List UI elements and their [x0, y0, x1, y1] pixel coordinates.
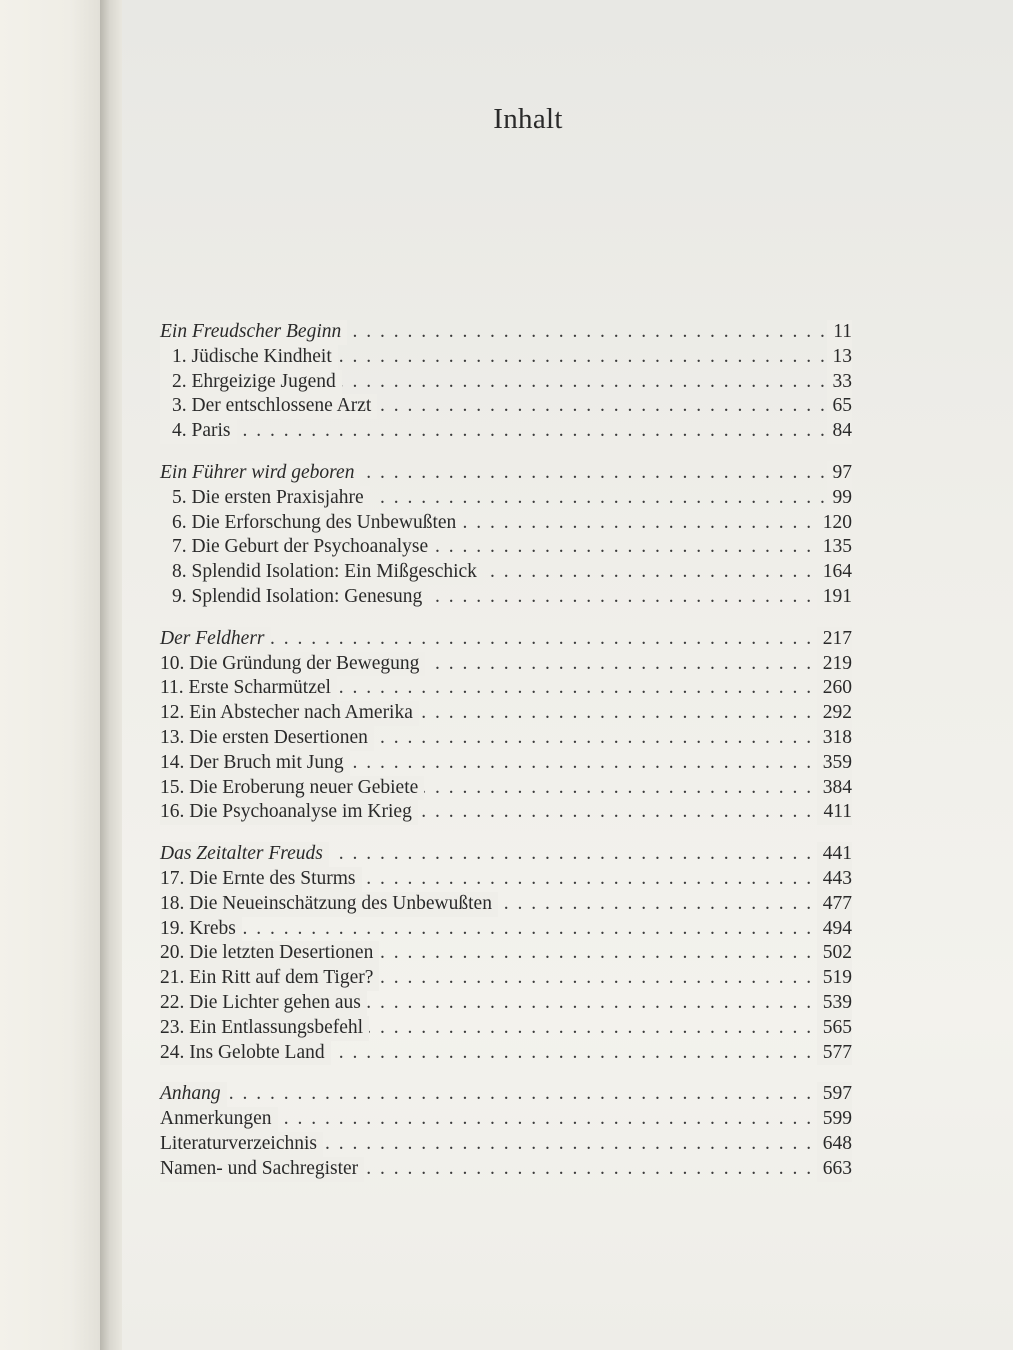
entry-title: 12. Ein Abstecher nach Amerika	[160, 701, 419, 726]
entry-title: 8. Splendid Isolation: Ein Mißgeschick	[160, 560, 483, 585]
page-number: 599	[817, 1107, 852, 1132]
page-number: 539	[817, 991, 852, 1016]
entry-title: 24. Ins Gelobte Land	[160, 1041, 331, 1066]
part-title: Ein Führer wird geboren	[160, 461, 360, 486]
toc-appendix-entry	[160, 1132, 852, 1157]
toc-chapter-entry	[160, 991, 852, 1016]
book-gutter	[100, 0, 122, 1350]
page-number: 359	[817, 751, 852, 776]
toc-chapter-entry	[160, 419, 852, 444]
toc-chapter-entry	[160, 560, 852, 585]
page-number: 164	[817, 560, 852, 585]
toc-chapter-entry	[160, 345, 852, 370]
toc-chapter-entry	[160, 867, 852, 892]
toc-chapter-entry	[160, 486, 852, 511]
entry-title: 22. Die Lichter gehen aus	[160, 991, 367, 1016]
entry-title: 5. Die ersten Praxisjahre	[160, 486, 370, 511]
toc-chapter-entry	[160, 800, 852, 825]
entry-title: 10. Die Gründung der Bewegung	[160, 652, 425, 677]
page-number: 97	[827, 461, 853, 486]
toc-chapter-entry	[160, 394, 852, 419]
page-number: 260	[817, 676, 852, 701]
entry-title: 7. Die Geburt der Psychoanalyse	[160, 535, 434, 560]
page-number: 519	[817, 966, 852, 991]
toc-chapter-entry	[160, 776, 852, 801]
dot-leader	[160, 419, 852, 444]
toc-appendix-entry	[160, 1107, 852, 1132]
entry-title: 17. Die Ernte des Sturms	[160, 867, 362, 892]
entry-title: Namen- und Sachregister	[160, 1157, 364, 1182]
toc-chapter-entry	[160, 1016, 852, 1041]
toc-chapter-entry	[160, 511, 852, 536]
page-number: 443	[817, 867, 852, 892]
part-title: Das Zeitalter Freuds	[160, 842, 329, 867]
part-title: Ein Freudscher Beginn	[160, 320, 347, 345]
page-number: 477	[817, 892, 852, 917]
page-number: 502	[817, 941, 852, 966]
entry-title: 21. Ein Ritt auf dem Tiger?	[160, 966, 379, 991]
entry-title: 18. Die Neueinschätzung des Unbewußten	[160, 892, 498, 917]
toc-chapter-entry	[160, 701, 852, 726]
toc-chapter-entry	[160, 917, 852, 942]
toc-appendix-entry	[160, 1157, 852, 1182]
page-number: 577	[817, 1041, 852, 1066]
page-number: 565	[817, 1016, 852, 1041]
page-number: 191	[817, 585, 852, 610]
page-number: 65	[827, 394, 853, 419]
entry-title: 19. Krebs	[160, 917, 242, 942]
toc-chapter-entry	[160, 892, 852, 917]
entry-title: 4. Paris	[160, 419, 237, 444]
part-title: Anhang	[160, 1082, 227, 1107]
page-number: 84	[827, 419, 853, 444]
toc-part-heading	[160, 842, 852, 867]
page-number: 11	[827, 320, 852, 345]
entry-title: 15. Die Eroberung neuer Gebiete	[160, 776, 424, 801]
page-number: 411	[817, 800, 852, 825]
page-number: 217	[817, 627, 852, 652]
page-number: 597	[817, 1082, 852, 1107]
page-number: 384	[817, 776, 852, 801]
entry-title: 11. Erste Scharmützel	[160, 676, 337, 701]
page-number: 441	[817, 842, 852, 867]
toc-chapter-entry	[160, 676, 852, 701]
entry-title: 9. Splendid Isolation: Genesung	[160, 585, 428, 610]
toc-chapter-entry	[160, 726, 852, 751]
toc-part-heading	[160, 627, 852, 652]
page-number: 120	[817, 511, 852, 536]
entry-title: 3. Der entschlossene Arzt	[160, 394, 377, 419]
toc-chapter-entry	[160, 751, 852, 776]
toc-chapter-entry	[160, 966, 852, 991]
page-number: 318	[817, 726, 852, 751]
page-number: 292	[817, 701, 852, 726]
page-number: 135	[817, 535, 852, 560]
toc-chapter-entry	[160, 585, 852, 610]
toc-chapter-entry	[160, 652, 852, 677]
toc-chapter-entry	[160, 1041, 852, 1066]
page-number: 663	[817, 1157, 852, 1182]
toc-part-heading	[160, 320, 852, 345]
entry-title: 2. Ehrgeizige Jugend	[160, 370, 342, 395]
toc-part-heading	[160, 461, 852, 486]
page-title: Inhalt	[493, 103, 563, 135]
page-number: 219	[817, 652, 852, 677]
entry-title: 6. Die Erforschung des Unbewußten	[160, 511, 462, 536]
toc-chapter-entry	[160, 370, 852, 395]
page-number: 13	[827, 345, 853, 370]
toc-chapter-entry	[160, 535, 852, 560]
page-number: 648	[817, 1132, 852, 1157]
entry-title: 20. Die letzten Desertionen	[160, 941, 379, 966]
table-of-contents	[160, 320, 852, 1182]
page-number: 99	[827, 486, 853, 511]
entry-title: 1. Jüdische Kindheit	[160, 345, 338, 370]
toc-chapter-entry	[160, 941, 852, 966]
toc-part-heading	[160, 1082, 852, 1107]
facing-page-edge	[0, 0, 100, 1350]
entry-title: 13. Die ersten Desertionen	[160, 726, 374, 751]
entry-title: 16. Die Psychoanalyse im Krieg	[160, 800, 418, 825]
dot-leader	[160, 917, 852, 942]
entry-title: 23. Ein Entlassungsbefehl	[160, 1016, 369, 1041]
entry-title: Literaturverzeichnis	[160, 1132, 323, 1157]
entry-title: Anmerkungen	[160, 1107, 278, 1132]
entry-title: 14. Der Bruch mit Jung	[160, 751, 350, 776]
page-number: 33	[827, 370, 853, 395]
dot-leader	[160, 1082, 852, 1107]
page-number: 494	[817, 917, 852, 942]
part-title: Der Feldherr	[160, 627, 271, 652]
